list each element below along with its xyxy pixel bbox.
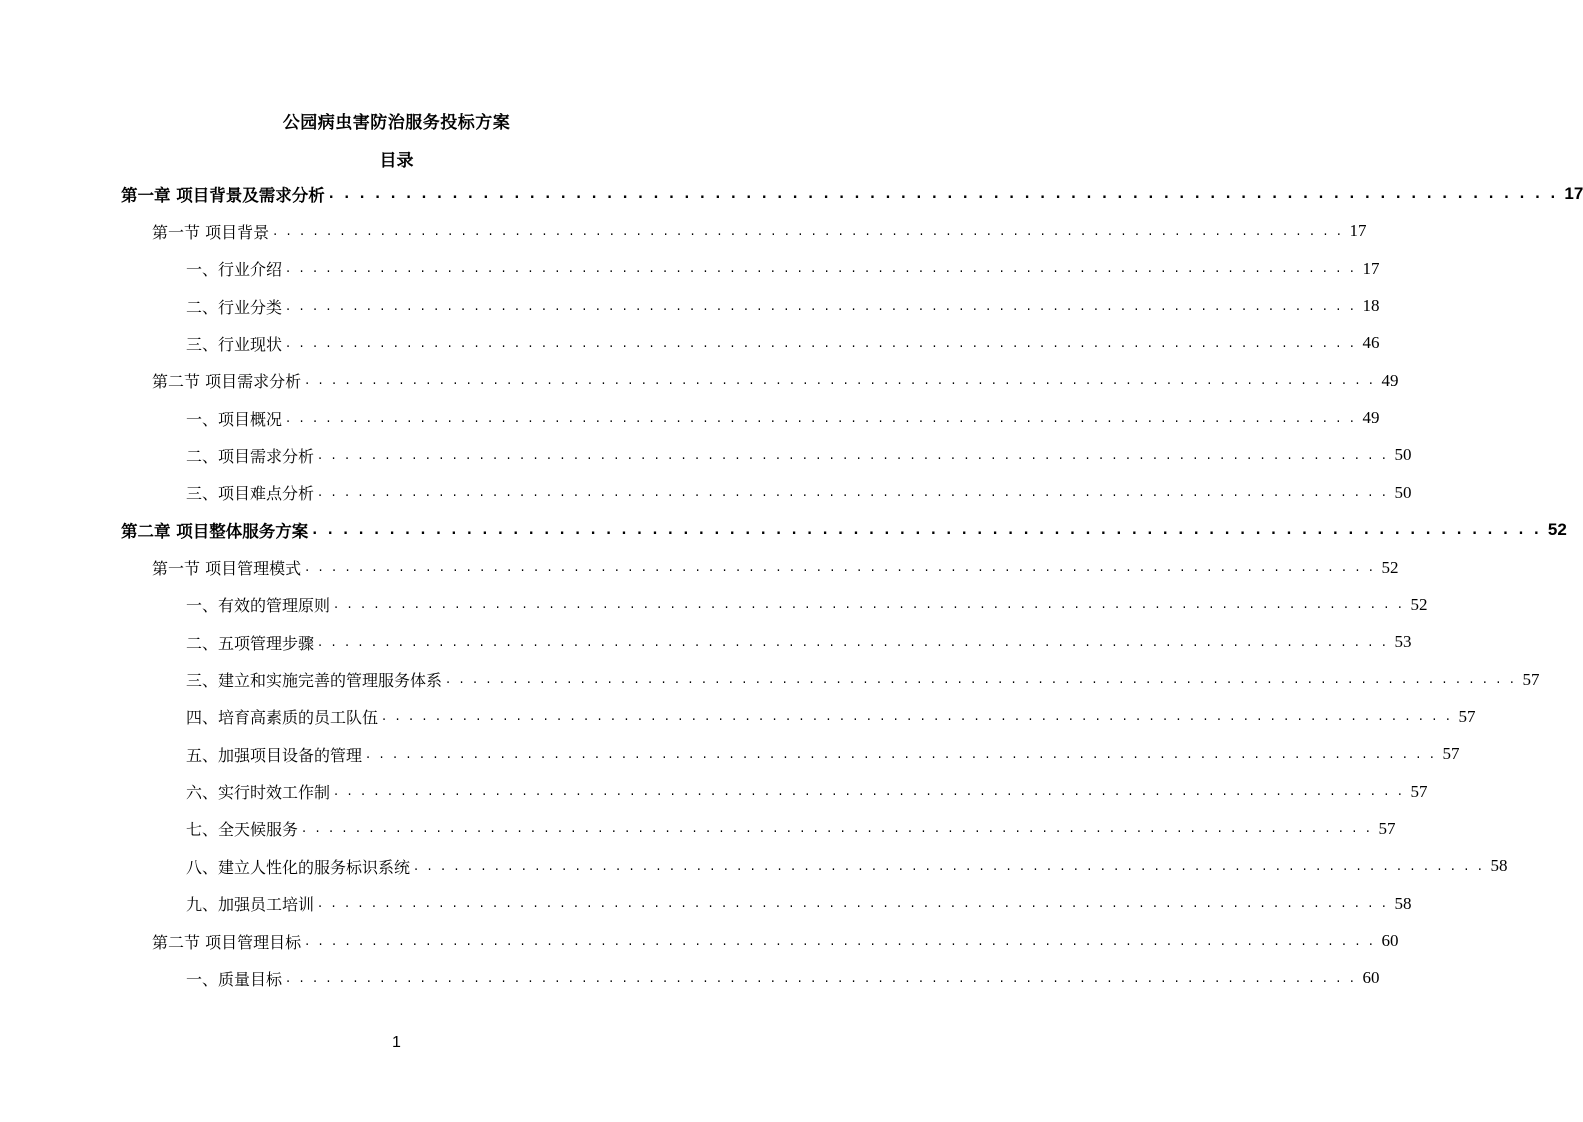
- toc-entry-label: 一、质量目标: [186, 969, 283, 989]
- toc-leader-dots: . . . . . . . . . . . . . . . . . . . . . . . . . . . . . . . . . . . . . . . . . . . . . . . . . . . . . . . . . . . . . . . . . . . . . . . . . . . . . . . .: [366, 746, 1437, 762]
- page-number: 1: [392, 1034, 401, 1051]
- toc-entry-label: 三、行业现状: [186, 334, 283, 354]
- toc-entry-label: 第一章 项目背景及需求分析: [121, 186, 325, 205]
- toc-leader-dots: . . . . . . . . . . . . . . . . . . . . . . . . . . . . . . . . . . . . . . . . . . . . . . . . . . . . . . . . . . . . . . . . . . . . . . . . . . . . . . . .: [334, 597, 1405, 613]
- toc-entry-page: 52: [1547, 520, 1567, 540]
- toc-leader-dots: . . . . . . . . . . . . . . . . . . . . . . . . . . . . . . . . . . . . . . . . . . . . . . . . . . . . . . . . . . . . . . . . . . . . . . . . . . . . . . . .: [305, 560, 1376, 575]
- toc-entry-page: 57: [1378, 818, 1396, 838]
- toc-entry-label: 第一节 项目管理模式: [152, 559, 302, 578]
- toc-leader-dots: . . . . . . . . . . . . . . . . . . . . . . . . . . . . . . . . . . . . . . . . . . . . . . . . . . . . . . . . . . . . . . . . . . . . . . . . . . . . . . . .: [318, 447, 1389, 463]
- toc-entry[interactable]: [121, 513, 1567, 547]
- toc-entry-page: 57: [1522, 669, 1540, 689]
- toc-entry[interactable]: [152, 924, 1399, 958]
- toc-entry[interactable]: [186, 438, 1412, 472]
- toc-entry[interactable]: [186, 625, 1412, 659]
- toc-entry-label: 九、加强员工培训: [186, 895, 315, 915]
- toc-entry-page: 49: [1381, 370, 1399, 390]
- toc-entry-page: 57: [1458, 706, 1476, 726]
- toc-entry[interactable]: [186, 700, 1476, 734]
- toc-heading: 目录: [379, 151, 414, 171]
- toc-leader-dots: . . . . . . . . . . . . . . . . . . . . . . . . . . . . . . . . . . . . . . . . . . . . . . . . . . . . . . . . . . . . . . . . . . . . . . . . . . . . . . . .: [318, 634, 1389, 650]
- toc-entry-page: 57: [1442, 744, 1460, 764]
- toc-leader-dots: . . . . . . . . . . . . . . . . . . . . . . . . . . . . . . . . . . . . . . . . . . . . . . . . . . . . . . . . . . . . . . . . . . . . . . . . . . . . . . . .: [305, 373, 1376, 389]
- toc-entry-label: 二、行业分类: [186, 297, 283, 317]
- toc-entry-label: 四、培育高素质的员工队伍: [186, 708, 379, 728]
- toc-entry-page: 17: [1564, 184, 1583, 203]
- toc-leader-dots: . . . . . . . . . . . . . . . . . . . . . . . . . . . . . . . . . . . . . . . . . . . . . . . . . . . . . . . . . . . . . . . . . . . . . . . . . . . . . . . .: [286, 298, 1357, 314]
- toc-leader-dots: . . . . . . . . . . . . . . . . . . . . . . . . . . . . . . . . . . . . . . . . . . . . . . . . . . . . . . . . . . . . . . . . . . . . . . . . . . . . . . . .: [286, 261, 1357, 277]
- toc-leader-dots: . . . . . . . . . . . . . . . . . . . . . . . . . . . . . . . . . . . . . . . . . . . . . . . . . . . . . . . . . . . . . . . . . . . . . . . . . . . . . . . .: [305, 933, 1376, 949]
- toc-entry[interactable]: [186, 812, 1396, 846]
- toc-entry[interactable]: [186, 849, 1508, 883]
- toc-entry-page: 58: [1490, 856, 1508, 876]
- toc-leader-dots: . . . . . . . . . . . . . . . . . . . . . . . . . . . . . . . . . . . . . . . . . . . . . . . . . . . . . . . . . . . . . . . . . . . . . . . . . . . . . . . .: [318, 485, 1389, 501]
- toc-entry-page: 17: [1349, 221, 1367, 241]
- toc-leader-dots: . . . . . . . . . . . . . . . . . . . . . . . . . . . . . . . . . . . . . . . . . . . . . . . . . . . . . . . . . . . . . . . . . . . . . . . . . . . . . . . .: [286, 970, 1357, 986]
- toc-entry-page: 17: [1362, 258, 1380, 278]
- toc-entry[interactable]: [186, 252, 1380, 286]
- toc-entry-page: 50: [1394, 482, 1412, 502]
- toc-entry[interactable]: [186, 588, 1428, 622]
- toc-entry-page: 60: [1362, 968, 1380, 988]
- toc-entry[interactable]: [186, 775, 1428, 809]
- toc-entry-label: 二、项目需求分析: [186, 446, 315, 466]
- toc-entry-label: 二、五项管理步骤: [186, 633, 315, 653]
- toc-entry[interactable]: [186, 961, 1380, 995]
- toc-entry-page: 52: [1381, 557, 1399, 577]
- toc-entry-label: 三、建立和实施完善的管理服务体系: [186, 671, 443, 691]
- toc-entry[interactable]: [186, 326, 1380, 360]
- document-title: 公园病虫害防治服务投标方案: [282, 113, 511, 133]
- toc-entry-page: 52: [1410, 594, 1428, 614]
- toc-entry-label: 第二章 项目整体服务方案: [121, 522, 309, 542]
- toc-entry-page: 49: [1362, 408, 1380, 428]
- toc-leader-dots: . . . . . . . . . . . . . . . . . . . . . . . . . . . . . . . . . . . . . . . . . . . . . . . . . . . . . . . . . . . . . . . . . . . . . . . . . . . . . . . .: [414, 858, 1485, 874]
- toc-leader-dots: . . . . . . . . . . . . . . . . . . . . . . . . . . . . . . . . . . . . . . . . . . . . . . . . . . . . . . . . . . . . . . . . . . . . . . . . . . . . . . . .: [273, 223, 1344, 239]
- toc-leader-dots: . . . . . . . . . . . . . . . . . . . . . . . . . . . . . . . . . . . . . . . . . . . . . . . . . . . . . . . . . . . . . . . . . . . . . . . . . . . . . . . .: [302, 821, 1373, 837]
- toc-entry-page: 53: [1394, 632, 1412, 652]
- toc-leader-dots: . . . . . . . . . . . . . . . . . . . . . . . . . . . . . . . . . . . . . . . . . . . . . . . . . . . . . . . . . . . . . . . . . . . . . . . . . . . . . . . .: [334, 784, 1405, 800]
- toc-entry-page: 50: [1394, 445, 1412, 465]
- toc-entry-label: 一、有效的管理原则: [186, 596, 331, 616]
- toc-entry[interactable]: [186, 737, 1460, 771]
- toc-entry-label: 八、建立人性化的服务标识系统: [186, 857, 411, 877]
- toc-entry-label: 六、实行时效工作制: [186, 783, 331, 803]
- toc-entry-label: 三、项目难点分析: [186, 484, 315, 504]
- toc-entry-page: 46: [1362, 333, 1380, 353]
- toc-leader-dots: . . . . . . . . . . . . . . . . . . . . . . . . . . . . . . . . . . . . . . . . . . . . . . . . . . . . . . . . . . . . . . . . . . . . . . . . . . . . . . . .: [328, 186, 1559, 202]
- toc-entry-label: 一、项目概况: [186, 409, 283, 429]
- toc-entry[interactable]: [186, 289, 1380, 323]
- toc-leader-dots: . . . . . . . . . . . . . . . . . . . . . . . . . . . . . . . . . . . . . . . . . . . . . . . . . . . . . . . . . . . . . . . . . . . . . . . . . . . . . . . .: [446, 672, 1517, 688]
- toc-entry-label: 第一节 项目背景: [152, 222, 270, 242]
- toc-entry-page: 57: [1410, 781, 1428, 801]
- toc-leader-dots: . . . . . . . . . . . . . . . . . . . . . . . . . . . . . . . . . . . . . . . . . . . . . . . . . . . . . . . . . . . . . . . . . . . . . . . . . . . . . . . .: [312, 522, 1542, 538]
- toc-entry-page: 60: [1381, 931, 1399, 950]
- toc-entry[interactable]: [152, 214, 1367, 248]
- toc-entry-label: 五、加强项目设备的管理: [186, 745, 363, 765]
- toc-leader-dots: . . . . . . . . . . . . . . . . . . . . . . . . . . . . . . . . . . . . . . . . . . . . . . . . . . . . . . . . . . . . . . . . . . . . . . . . . . . . . . . .: [286, 410, 1357, 426]
- toc-entry[interactable]: [186, 887, 1412, 921]
- toc-leader-dots: . . . . . . . . . . . . . . . . . . . . . . . . . . . . . . . . . . . . . . . . . . . . . . . . . . . . . . . . . . . . . . . . . . . . . . . . . . . . . . . .: [318, 896, 1389, 912]
- toc-entry[interactable]: [186, 476, 1412, 510]
- toc-entry-page: 58: [1394, 893, 1412, 913]
- toc-entry-label: 七、全天候服务: [186, 820, 299, 840]
- toc-entry-page: 18: [1362, 296, 1380, 316]
- toc-leader-dots: . . . . . . . . . . . . . . . . . . . . . . . . . . . . . . . . . . . . . . . . . . . . . . . . . . . . . . . . . . . . . . . . . . . . . . . . . . . . . . . .: [382, 709, 1453, 725]
- toc-entry-label: 一、行业介绍: [186, 260, 283, 280]
- toc-entry[interactable]: [152, 364, 1399, 398]
- toc-entry[interactable]: [186, 663, 1540, 697]
- toc-entry-label: 第二节 项目需求分析: [152, 372, 302, 392]
- toc-entry[interactable]: [152, 551, 1399, 585]
- toc-entry[interactable]: [186, 401, 1380, 435]
- toc-entry-label: 第二节 项目管理目标: [152, 932, 302, 952]
- toc-leader-dots: . . . . . . . . . . . . . . . . . . . . . . . . . . . . . . . . . . . . . . . . . . . . . . . . . . . . . . . . . . . . . . . . . . . . . . . . . . . . . . . .: [286, 335, 1357, 351]
- toc-entry[interactable]: [121, 177, 1583, 211]
